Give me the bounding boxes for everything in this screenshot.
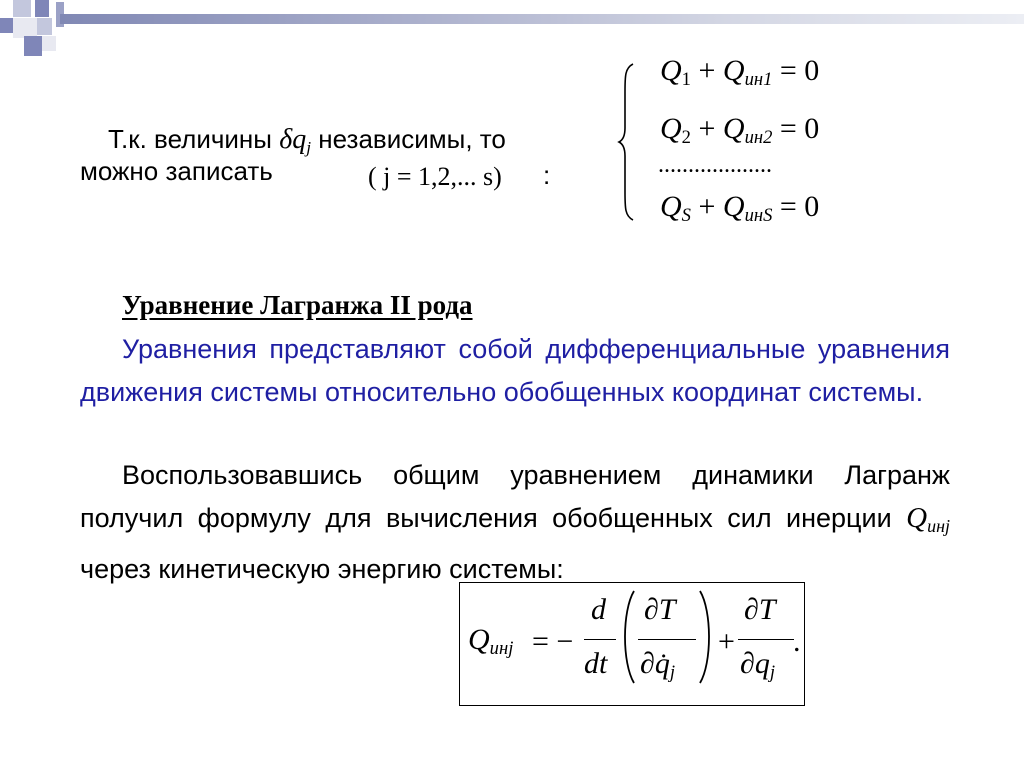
formula-equals-minus: = − [532,625,574,658]
formula-lhs: $Q_{инj}$ [468,623,514,660]
fraction-bar [738,639,794,640]
frac1-numerator: ∂T [644,593,676,626]
lagrange-formula-box [459,582,805,706]
formula-plus: + [718,625,735,658]
right-paren [698,589,714,685]
deco-square [37,18,52,35]
deco-square [42,36,56,51]
formula-period: . [793,625,801,658]
fraction-bar [584,639,616,640]
system-dots: ................... [658,152,772,178]
paragraph-1: Уравнения представляют собой дифференциальные уравнения движения системы относительно обобщенных координат системы. [80,334,950,407]
intro-text: Т.к. величины [108,124,272,154]
frac1-denominator: $\partial q̇_j$ [640,647,675,684]
system-eq-1: $Q_1 + Q_{ин1} = 0$ [660,54,820,91]
index-range: ( j = 1,2,... s) [368,162,502,191]
frac2-numerator: ∂T [744,593,776,626]
left-paren [620,589,636,685]
deco-square [35,0,49,17]
colon: : [543,160,551,190]
header-gradient-bar [60,14,1024,24]
intro-text: независимы, то [318,124,506,154]
formula-d: d [591,593,606,626]
deco-square [24,36,42,56]
delta-q-symbol: $\delta q_j$ [279,124,312,157]
deco-square [13,0,31,17]
frac2-denominator: $\partial q_j$ [740,647,775,684]
system-eq-3: $Q_S + Q_{инS} = 0$ [660,190,820,227]
fraction-bar [638,639,696,640]
section-heading: Уравнение Лагранжа II рода [122,290,473,320]
intro-line-1 [108,124,506,158]
formula-dt: dt [584,647,608,680]
deco-square [13,18,37,38]
deco-square [0,18,13,33]
paragraph-2: Воспользовавшись общим уравнением динамики Лагранж получил формулу для вычисления обобщенных сил инерции $Q_{инj}$ через кинетическую энергию системы: [80,460,950,585]
system-brace [617,62,637,222]
intro-line-2: можно записать [80,156,273,186]
system-eq-2: $Q_2 + Q_{ин2} = 0$ [660,112,820,149]
q-inertia-symbol: $Q_{инj}$ [906,502,950,537]
